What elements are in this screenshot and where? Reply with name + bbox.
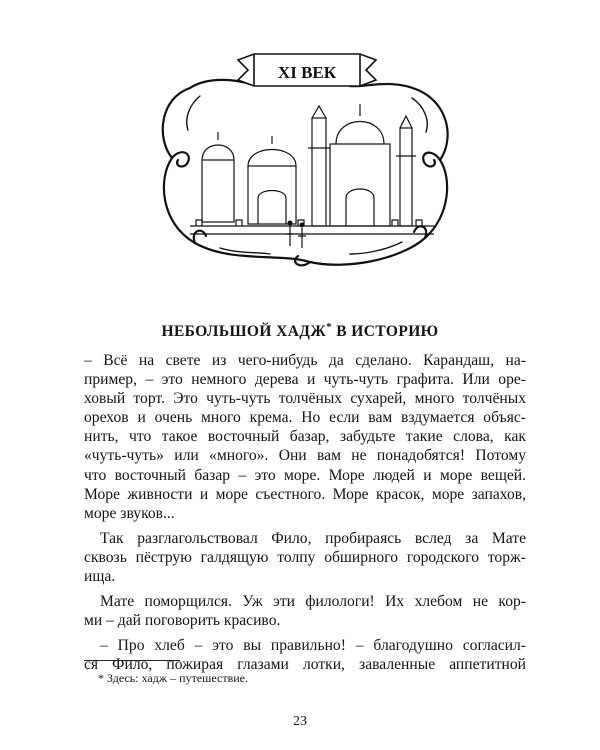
text-line: пример, – это немного дерева и чуть-чуть графита. Или оре- (84, 371, 526, 389)
text-line: ища. (84, 568, 116, 586)
paragraph (84, 529, 526, 586)
text-line: что восточный базар – это море. Море людей и море вещей. (84, 466, 526, 484)
footnote-divider (84, 660, 180, 661)
text-line: Мате поморщился. Уж эти филологи! Их хлебом не кор- (100, 593, 526, 611)
text-line: орехов и очень много крема. Но если вам вздумается объяс- (84, 409, 526, 427)
footnote: * Здесь: хадж – путешествие. (98, 671, 248, 685)
header-illustration (150, 48, 460, 280)
paragraph (84, 636, 526, 674)
text-line: Так разглагольствовал Фило, пробираясь вслед за Мате (100, 529, 526, 547)
chapter-title: НЕБОЛЬШОЙ ХАДЖ* В ИСТОРИЮ (161, 321, 439, 341)
text-line: море звуков... (84, 504, 175, 522)
text-line: – Про хлеб – это вы правильно! – благодушно согласил- (100, 637, 526, 655)
text-line: Море живности и море съестного. Море красок, море запахов, (84, 485, 526, 503)
paragraph (84, 351, 526, 523)
paragraph (84, 592, 526, 630)
text-line: – Всё на свете из чего-нибудь да сделано. Карандаш, на- (84, 352, 526, 369)
text-line: ми – дай поговорить красиво. (84, 612, 281, 630)
body-text (84, 351, 526, 675)
page-number: 23 (293, 714, 307, 729)
text-line: ховый торт. Это чуть-чуть толчёных сухарей, много толчёных (84, 390, 526, 408)
text-line: сквозь пёструю галдящую толпу обширного городского торж- (84, 548, 526, 566)
footnote-mark: * (326, 321, 332, 333)
text-line: нить, что такое восточный базар, забудьте такие слова, как (84, 428, 526, 446)
banner-title: XI ВЕК (277, 63, 337, 82)
text-line: «чуть-чуть» или «много». Они вам не понадобятся! Потому (84, 447, 526, 465)
text-line: ся Фило, пожирая глазами лотки, заваленные аппетитной (84, 656, 526, 674)
